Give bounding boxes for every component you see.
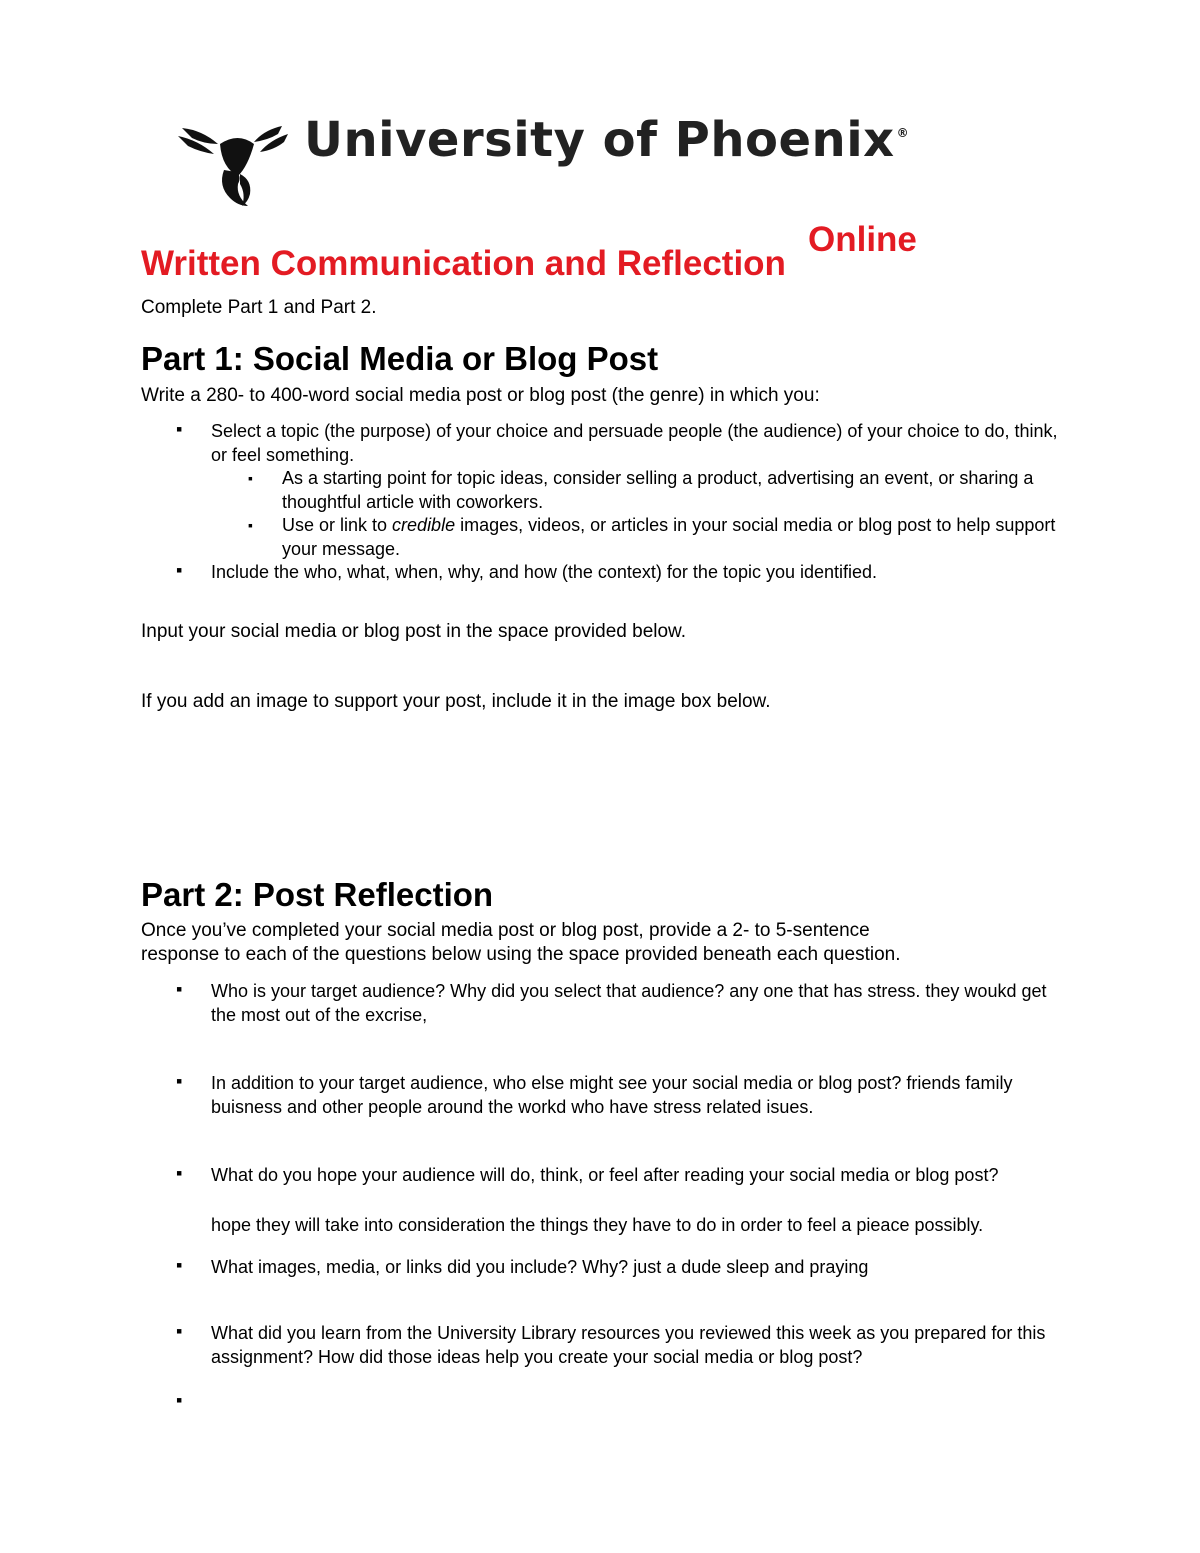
bullet: ▪ (176, 419, 183, 439)
question-library: What did you learn from the University Library resources you reviewed this week as you prepared for this assignment? How did those ideas help you create your social media or blog post? (211, 1323, 1046, 1367)
bullet: ▪ (176, 1255, 183, 1275)
answer-hope: hope they will take into consideration the things they have to do in order to feel a pieace possibly. (211, 1215, 984, 1235)
bullet: ▪ (176, 1071, 183, 1091)
sub-bullet: ▪ (248, 517, 253, 533)
part2-intro-line2: response to each of the questions below using the space provided beneath each question. (141, 944, 901, 965)
question-others: In addition to your target audience, who else might see your social media or blog post? friends family buisness and other people around the workd who have stress related isues. (211, 1073, 1013, 1117)
bullet: ▪ (176, 1390, 183, 1410)
image-note: If you add an image to support your post, include it in the image box below. (141, 691, 771, 712)
question-audience: Who is your target audience? Why did you select that audience? any one that has stress. they woukd get the most out of the excrise, (211, 981, 1047, 1025)
bullet: ▪ (176, 1163, 183, 1183)
part1-subitem-ideas: As a starting point for topic ideas, consider selling a product, advertising an event, or sharing a thoughtful article with coworkers. (282, 468, 1034, 512)
part1-prompt: Write a 280- to 400-word social media post or blog post (the genre) in which you: (141, 385, 820, 406)
input-note: Input your social media or blog post in the space provided below. (141, 621, 686, 642)
part2-intro-line1: Once you’ve completed your social media post or blog post, provide a 2- to 5-sentence (141, 920, 870, 941)
part2-heading: Part 2: Post Reflection (141, 876, 494, 913)
question-hope: What do you hope your audience will do, think, or feel after reading your social media or blog post? (211, 1165, 999, 1185)
phoenix-icon (178, 118, 298, 213)
logo-wordmark: University of Phoenix ® (304, 112, 910, 168)
part1-subitem-credible: Use or link to credible images, videos, or articles in your social media or blog post to help support your message. (282, 515, 1056, 559)
university-logo (178, 112, 910, 213)
part1-item-context: Include the who, what, when, why, and how (the context) for the topic you identified. (211, 562, 878, 582)
part1-item-topic: Select a topic (the purpose) of your choice and persuade people (the audience) of your choice to do, think, or feel something. (211, 421, 1058, 465)
question-media: What images, media, or links did you include? Why? just a dude sleep and praying (211, 1257, 869, 1277)
online-label: Online (808, 220, 917, 259)
page-title: Written Communication and Reflection (141, 244, 786, 283)
bullet: ▪ (176, 560, 183, 580)
part1-heading: Part 1: Social Media or Blog Post (141, 340, 659, 377)
bullet: ▪ (176, 979, 183, 999)
bullet: ▪ (176, 1321, 183, 1341)
sub-bullet: ▪ (248, 470, 253, 486)
intro-text: Complete Part 1 and Part 2. (141, 297, 377, 318)
